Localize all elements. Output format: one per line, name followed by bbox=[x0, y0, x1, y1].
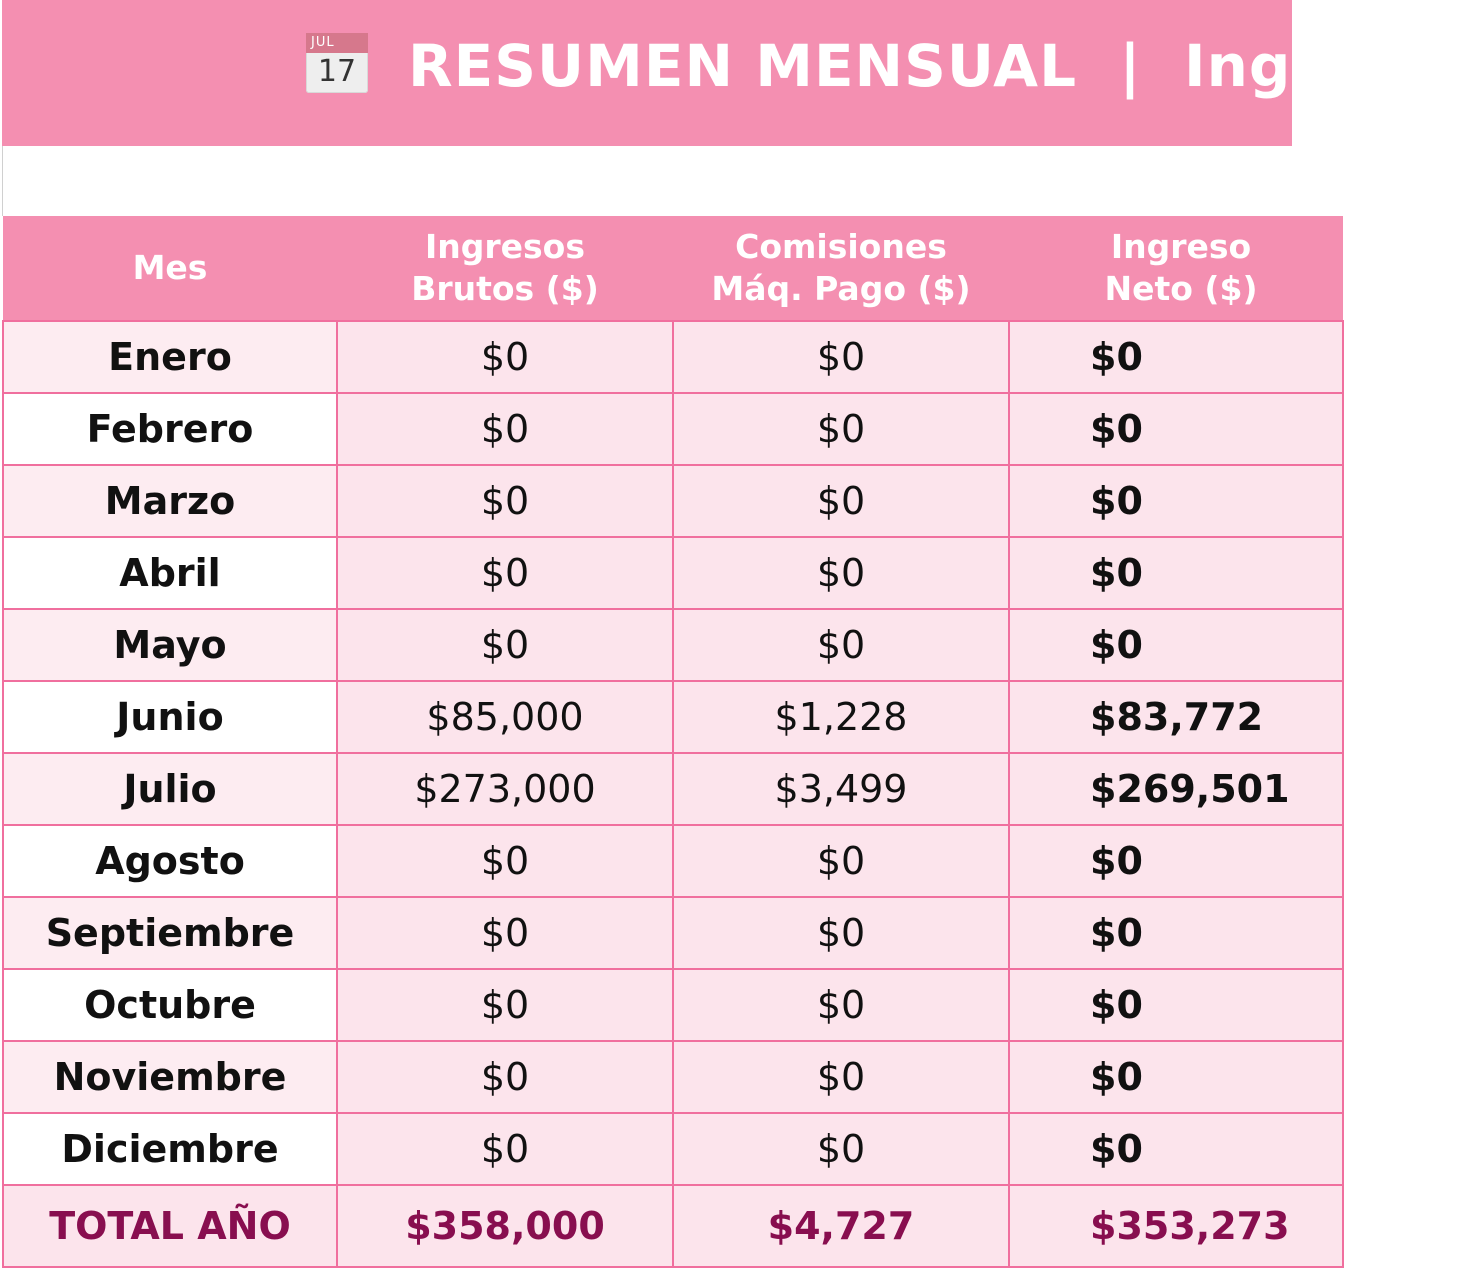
table-row-julio bbox=[3, 753, 1343, 825]
cell-brutos[interactable]: $0 bbox=[337, 537, 673, 609]
cell-mes[interactable]: Agosto bbox=[3, 825, 337, 897]
table-row-septiembre bbox=[3, 897, 1343, 969]
cell-mes[interactable]: Marzo bbox=[3, 465, 337, 537]
table-row-octubre bbox=[3, 969, 1343, 1041]
cell-comisiones[interactable]: $0 bbox=[673, 537, 1009, 609]
page-title: RESUMEN MENSUAL | Ingresos bbox=[408, 32, 1473, 100]
cell-mes[interactable]: Mayo bbox=[3, 609, 337, 681]
header-brutos[interactable] bbox=[337, 216, 673, 321]
header-mes[interactable]: Mes bbox=[3, 216, 337, 321]
table-row-febrero bbox=[3, 393, 1343, 465]
header-comisiones-label: Comisiones Máq. Pago ($) bbox=[711, 227, 971, 308]
header-row bbox=[3, 216, 1343, 321]
cell-comisiones[interactable]: $0 bbox=[673, 897, 1009, 969]
cell-comisiones[interactable]: $4,727 bbox=[673, 1185, 1009, 1267]
header-comisiones[interactable] bbox=[673, 216, 1009, 321]
table-row-enero bbox=[3, 321, 1343, 393]
empty-row[interactable] bbox=[2, 146, 1273, 216]
cell-comisiones[interactable]: $0 bbox=[673, 609, 1009, 681]
cell-comisiones[interactable]: $0 bbox=[673, 825, 1009, 897]
table-row-junio bbox=[3, 681, 1343, 753]
cell-neto[interactable]: $0 bbox=[1009, 969, 1343, 1041]
calendar-day: 17 bbox=[317, 54, 357, 89]
table-row-diciembre bbox=[3, 1113, 1343, 1185]
cell-neto[interactable]: $0 bbox=[1009, 609, 1343, 681]
cell-mes[interactable]: Enero bbox=[3, 321, 337, 393]
total-row bbox=[3, 1185, 1343, 1267]
cell-neto[interactable]: $0 bbox=[1009, 465, 1343, 537]
cell-neto[interactable]: $353,273 bbox=[1009, 1185, 1343, 1267]
cell-neto[interactable]: $0 bbox=[1009, 897, 1343, 969]
cell-mes[interactable]: TOTAL AÑO bbox=[3, 1185, 337, 1267]
table-row-mayo bbox=[3, 609, 1343, 681]
cell-comisiones[interactable]: $0 bbox=[673, 1113, 1009, 1185]
cell-mes[interactable]: Octubre bbox=[3, 969, 337, 1041]
cell-comisiones[interactable]: $1,228 bbox=[673, 681, 1009, 753]
cell-brutos[interactable]: $0 bbox=[337, 897, 673, 969]
cell-neto[interactable]: $0 bbox=[1009, 321, 1343, 393]
cell-neto[interactable]: $0 bbox=[1009, 825, 1343, 897]
cell-comisiones[interactable]: $0 bbox=[673, 321, 1009, 393]
cell-mes[interactable]: Abril bbox=[3, 537, 337, 609]
cell-neto[interactable]: $269,501 bbox=[1009, 753, 1343, 825]
table-row-agosto bbox=[3, 825, 1343, 897]
header-neto-label: Ingreso Neto ($) bbox=[1104, 227, 1258, 308]
cell-mes[interactable]: Julio bbox=[3, 753, 337, 825]
cell-brutos[interactable]: $273,000 bbox=[337, 753, 673, 825]
cell-brutos[interactable]: $0 bbox=[337, 609, 673, 681]
cell-comisiones[interactable]: $0 bbox=[673, 465, 1009, 537]
table-row-abril bbox=[3, 537, 1343, 609]
cell-brutos[interactable]: $0 bbox=[337, 465, 673, 537]
cell-neto[interactable]: $0 bbox=[1009, 393, 1343, 465]
summary-table bbox=[2, 216, 1344, 1268]
cell-mes[interactable]: Febrero bbox=[3, 393, 337, 465]
cell-brutos[interactable]: $0 bbox=[337, 1041, 673, 1113]
cell-comisiones[interactable]: $0 bbox=[673, 393, 1009, 465]
table-row-marzo bbox=[3, 465, 1343, 537]
cell-neto[interactable]: $0 bbox=[1009, 1113, 1343, 1185]
cell-mes[interactable]: Junio bbox=[3, 681, 337, 753]
header-neto[interactable] bbox=[1009, 216, 1343, 321]
cell-brutos[interactable]: $0 bbox=[337, 1113, 673, 1185]
cell-comisiones[interactable]: $3,499 bbox=[673, 753, 1009, 825]
cell-mes[interactable]: Septiembre bbox=[3, 897, 337, 969]
cell-neto[interactable]: $0 bbox=[1009, 537, 1343, 609]
cell-comisiones[interactable]: $0 bbox=[673, 969, 1009, 1041]
calendar-icon bbox=[306, 33, 368, 93]
cell-mes[interactable]: Diciembre bbox=[3, 1113, 337, 1185]
header-brutos-label: Ingresos Brutos ($) bbox=[411, 227, 599, 308]
table-row-noviembre bbox=[3, 1041, 1343, 1113]
cell-brutos[interactable]: $0 bbox=[337, 321, 673, 393]
cell-brutos[interactable]: $358,000 bbox=[337, 1185, 673, 1267]
cell-brutos[interactable]: $0 bbox=[337, 393, 673, 465]
cell-mes[interactable]: Noviembre bbox=[3, 1041, 337, 1113]
cell-neto[interactable]: $83,772 bbox=[1009, 681, 1343, 753]
cell-comisiones[interactable]: $0 bbox=[673, 1041, 1009, 1113]
cell-brutos[interactable]: $85,000 bbox=[337, 681, 673, 753]
cell-brutos[interactable]: $0 bbox=[337, 969, 673, 1041]
cell-brutos[interactable]: $0 bbox=[337, 825, 673, 897]
cell-neto[interactable]: $0 bbox=[1009, 1041, 1343, 1113]
calendar-month: JUL bbox=[306, 33, 368, 53]
